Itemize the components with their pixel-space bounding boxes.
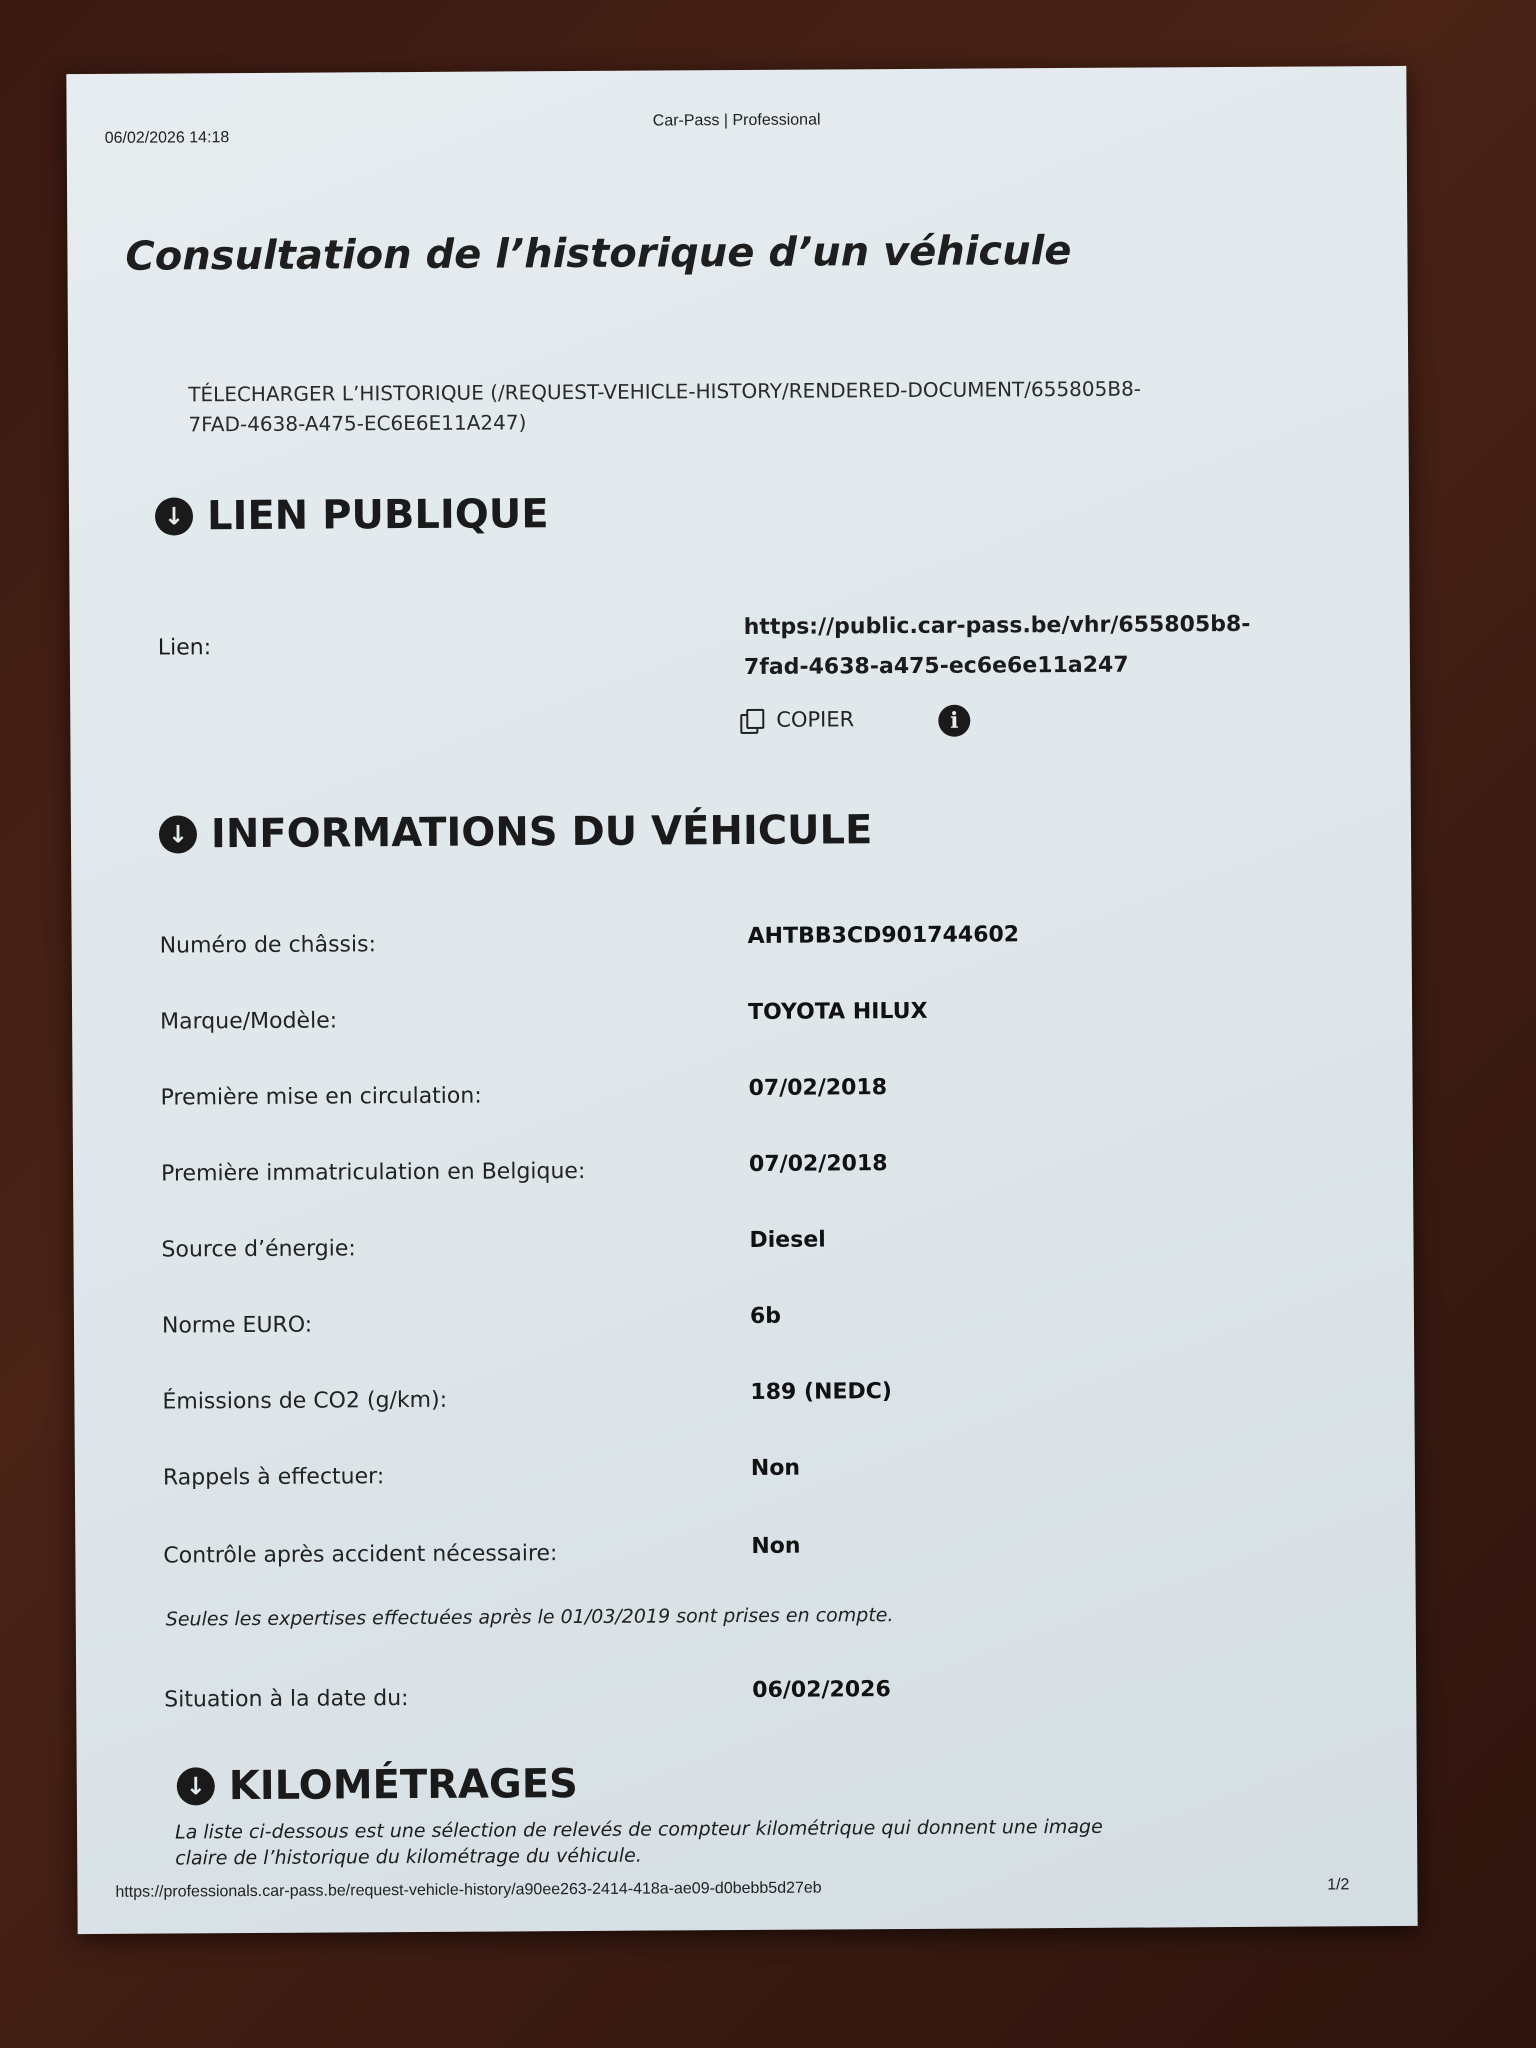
info-row — [160, 998, 1340, 1045]
info-row — [161, 1227, 1341, 1273]
section-mileage-heading[interactable] — [177, 1761, 578, 1809]
print-footer-url: https://professionals.car-pass.be/request-vehicle-history/a90ee263-2414-418a-ae09-d0bebb5d27eb — [115, 1879, 822, 1901]
info-label: Contrôle après accident nécessaire: — [163, 1541, 558, 1569]
arrow-down-circle-icon: ↓ — [159, 815, 197, 853]
info-value: Diesel — [749, 1227, 826, 1253]
info-value: Non — [751, 1533, 801, 1559]
info-label: Première immatriculation en Belgique: — [160, 1158, 586, 1187]
info-label: Norme EURO: — [161, 1312, 313, 1339]
info-row — [160, 1151, 1341, 1197]
info-label: Marque/Modèle: — [160, 1008, 338, 1035]
section-vehicle-info-heading[interactable] — [159, 807, 873, 857]
situation-row — [164, 1677, 1344, 1723]
info-value: TOYOTA HILUX — [747, 998, 928, 1025]
situation-label: Situation à la date du: — [164, 1686, 409, 1713]
section-title: INFORMATIONS DU VÉHICULE — [210, 807, 873, 858]
info-icon[interactable]: i — [938, 705, 970, 737]
info-row — [159, 922, 1340, 969]
info-value: 07/02/2018 — [748, 1151, 888, 1177]
public-link-value[interactable]: https://public.car-pass.be/vhr/655805b8-7fad-4638-a475-ec6e6e11a247 — [743, 611, 1251, 680]
info-label: Source d’énergie: — [161, 1236, 356, 1263]
printed-page — [66, 66, 1417, 1934]
section-title: KILOMÉTRAGES — [228, 1761, 579, 1810]
public-link-label: Lien: — [157, 635, 212, 661]
info-label: Numéro de châssis: — [159, 932, 377, 959]
situation-value: 06/02/2026 — [752, 1677, 891, 1703]
mileage-description: La liste ci-dessous est une sélection de relevés de compteur kilométrique qui donnent une image claire de l’historique du kilométrage du véhicule. — [175, 1815, 1103, 1870]
info-row — [162, 1455, 1343, 1501]
arrow-down-circle-icon: ↓ — [177, 1767, 215, 1805]
print-site-title: Car-Pass | Professional — [652, 111, 821, 130]
info-row — [160, 1075, 1341, 1121]
info-label: Rappels à effectuer: — [162, 1464, 385, 1491]
copy-icon — [740, 709, 762, 731]
public-link-row — [157, 604, 1338, 680]
expertise-note: Seules les expertises effectuées après le 01/03/2019 sont prises en compte. — [165, 1604, 894, 1631]
print-footer — [115, 1876, 1379, 1901]
copy-button[interactable] — [740, 707, 854, 732]
section-public-link-heading[interactable] — [155, 491, 549, 539]
info-value: 189 (NEDC) — [750, 1379, 893, 1405]
info-value: Non — [750, 1455, 801, 1481]
info-row — [163, 1533, 1343, 1579]
arrow-down-circle-icon: ↓ — [155, 497, 193, 535]
info-label: Première mise en circulation: — [160, 1083, 482, 1111]
info-value: 07/02/2018 — [748, 1075, 888, 1101]
info-label: Émissions de CO2 (g/km): — [162, 1387, 448, 1415]
info-row — [162, 1379, 1342, 1425]
info-row — [161, 1303, 1342, 1349]
download-history-link[interactable]: TÉLECHARGER L’HISTORIQUE (/REQUEST-VEHICLE-HISTORY/RENDERED-DOCUMENT/655805B8-7FAD-4638-A475-EC6E6E11A247) — [188, 376, 1142, 437]
copy-label: COPIER — [776, 707, 855, 732]
info-value: 6b — [749, 1303, 782, 1329]
print-header — [104, 100, 1369, 147]
info-value: AHTBB3CD901744602 — [747, 922, 1020, 949]
print-timestamp: 06/02/2026 14:18 — [104, 129, 230, 147]
page-title: Consultation de l’historique d’un véhicule — [125, 227, 1072, 280]
print-page-number: 1/2 — [1327, 1876, 1350, 1894]
section-title: LIEN PUBLIQUE — [206, 491, 549, 540]
